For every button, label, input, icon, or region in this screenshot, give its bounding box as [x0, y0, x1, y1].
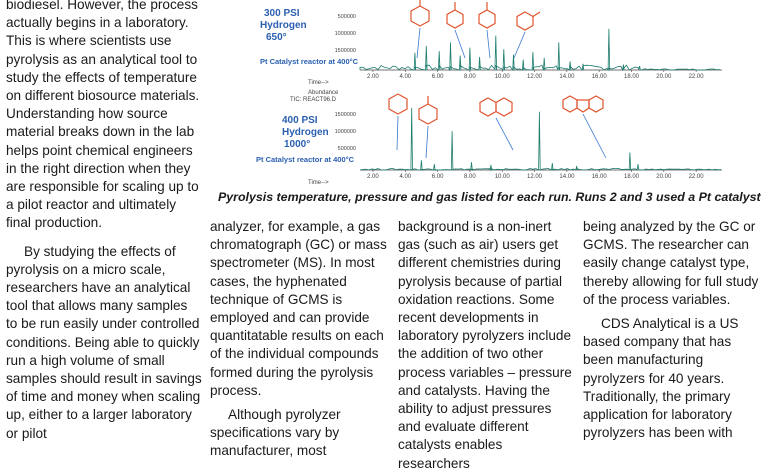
xtick-label: 2.00 [367, 174, 379, 180]
xtick-label: 4.00 [399, 74, 412, 80]
xtick-label: 6.00 [431, 74, 444, 80]
article-column-2 [210, 218, 390, 461]
abundance-header: Abundance [308, 90, 339, 96]
xtick-label: 20.00 [656, 74, 672, 80]
catalyst-label-2: Pt Catalyst reactor at 400°C [256, 155, 355, 164]
paragraph: CDS Analytical is a US based company that has been manufacturing pyrolyzers for 40 years. Traditionally, the primary application for laboratory pyrolyzers has been with [583, 316, 739, 441]
paragraph: background is a non-inert gas (such as air) users get different chemistries during pyrolysis because of partial oxidation reactions. Some recent developments in laboratory pyrolyzers include the addition of two other process variables – pressure and catalysts. Having the ability to adjust pressures and evaluate different catalysts enables researchers [398, 219, 572, 471]
xtick-label: 2.00 [367, 74, 379, 80]
article-column-4 [583, 218, 763, 442]
run-2-label-line-2: Hydrogen [282, 127, 329, 138]
xtick-label: 14.00 [559, 174, 575, 180]
article-column-3 [398, 218, 574, 473]
xtick-label: 22.00 [688, 174, 704, 180]
time-axis-label-2: Time--> [308, 180, 329, 186]
xtick-label: 16.00 [591, 174, 607, 180]
paragraph: being analyzed by the GC or GCMS. The researcher can easily change catalyst type, thereby allowing for full study of the process variables. [583, 219, 759, 307]
peak-callouts-2 [397, 114, 606, 158]
paragraph: biodiesel. However, the process actually begins in a laboratory. This is where scientists use pyrolysis as an analytical tool to study the effects of temperature on different biosource materials. Understanding how source material breaks down in the lab helps point chemical engineers in the right direction when they are responsible for scaling up to a pilot reactor and ultimately final production. [6, 0, 200, 231]
peak-callouts-1 [417, 28, 525, 58]
time-axis-label-1: Time--> [308, 80, 329, 86]
xtick-label: 18.00 [623, 174, 640, 180]
xtick-label: 10.00 [494, 74, 510, 80]
run-1-label-line-2: Hydrogen [260, 20, 307, 31]
xtick-label: 18.00 [623, 74, 640, 80]
xtick-label: 14.00 [559, 74, 575, 80]
chromatogram-trace-1 [360, 29, 720, 70]
run-2-label-line-1: 400 PSI [282, 115, 318, 126]
xtick-label: 6.00 [431, 174, 444, 180]
run-1-label-line-3: 650° [266, 32, 287, 43]
tic-header: TIC: REACT96.D [290, 97, 337, 103]
xtick-label: 22.00 [688, 74, 704, 80]
ytick-label: 1000000 [334, 129, 356, 135]
xtick-label: 16.00 [591, 74, 607, 80]
chromatogram-figure [250, 0, 740, 186]
run-2-label-line-3: 1000° [284, 139, 311, 150]
ytick-label: 1500000 [334, 48, 356, 54]
paragraph: analyzer, for example, a gas chromatograph (GC) or mass spectrometer (MS). In most cases, the hyphenated technique of GCMS is employed and can provide quantitatable results on each of the individual compounds formed during the pyrolysis process. [210, 219, 387, 398]
chromatogram-svg [250, 0, 740, 186]
xtick-label: 8.00 [464, 174, 476, 180]
paragraph: Although pyrolyzer specifications vary by manufacturer, most [210, 407, 341, 459]
figure-caption: Pyrolysis temperature, pressure and gas listed for each run. Runs 2 and 3 used a Pt catalyst [218, 190, 761, 204]
ytick-label: 1500000 [334, 112, 356, 118]
xtick-label: 4.00 [399, 174, 412, 180]
catalyst-label-1: Pt Catalyst reactor at 400°C [260, 57, 359, 66]
molecule-structures-1 [411, 0, 540, 30]
molecule-structures-2 [389, 94, 603, 124]
ytick-label: 500000 [337, 14, 356, 20]
paragraph: By studying the effects of pyrolysis on a micro scale, researchers have an analytical tool that allows many samples to be run easily under controlled conditions. Being able to quickly run a high volume of small samples should result in savings of time and money when scaling up, either to a larger laboratory or pilot [6, 243, 202, 441]
xtick-label: 10.00 [494, 174, 510, 180]
xtick-label: 8.00 [464, 74, 476, 80]
ytick-label: 500000 [337, 146, 356, 152]
xtick-label: 20.00 [656, 174, 672, 180]
xtick-label: 12.00 [526, 174, 543, 180]
article-column-left [6, 0, 202, 443]
ytick-label: 1000000 [334, 31, 356, 37]
xtick-label: 12.00 [526, 74, 543, 80]
run-1-label-line-1: 300 PSI [264, 8, 300, 19]
chromatogram-trace-2 [360, 108, 721, 170]
